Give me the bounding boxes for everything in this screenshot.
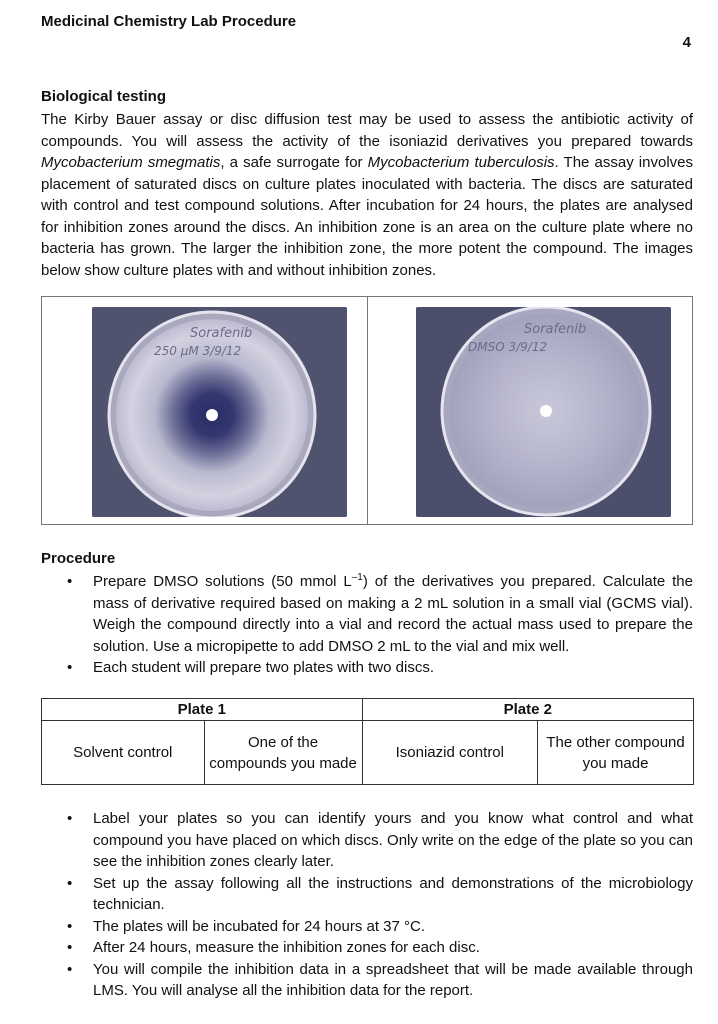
plate-label-line1: Sorafenib: [523, 322, 586, 337]
biological-testing-paragraph: The Kirby Bauer assay or disc diffusion test may be used to assess the antibiotic activity of compounds. You will assess the activity of the isoniazid derivatives you prepared towards Mycobacterium smegmatis, a safe surrogate for Mycobacterium tuberculosis. The assay involves placement of saturated discs on culture plates inoculated with bacteria. The discs are saturated with control and test compound solutions. After incubation for 24 hours, the plates are analysed for inhibition zones around the discs. An inhibition zone is an area on the culture plate where no bacteria has grown. The larger the inhibition zone, the more potent the compound. The images below show culture plates with and without inhibition zones.: [41, 111, 694, 279]
plate2-header: Plate 2: [362, 699, 693, 721]
list-item: • Prepare DMSO solutions (50 mmol $L^{-1}$) of the derivatives you prepared. Calculate the mass of derivative required based on making a 2 mL solution in a small vial (GCMS vial). Weigh the compound directly into a vial and record the actual mass used to prepare the solution. Use a micropipette to add DMSO 2 mL to the vial and mix well.: [67, 572, 693, 655]
plate1-header: Plate 1: [42, 699, 363, 721]
plate-photo-inhibition: [92, 307, 347, 517]
list-item: • After 24 hours, measure the inhibition zones for each disc.: [67, 939, 480, 956]
document-header: Medicinal Chemistry Lab Procedure: [41, 13, 297, 30]
table-cell: Isoniazid control: [362, 721, 538, 785]
plate-label-line1: Sorafenib: [190, 326, 253, 341]
procedure-list: [41, 571, 693, 679]
plate-photo-control: [416, 307, 671, 517]
plate-without-inhibition-cell: [367, 297, 693, 524]
table-cell: One of the compounds you made: [204, 721, 362, 785]
list-item: • Set up the assay following all the instructions and demonstrations of the microbiology technician.: [67, 874, 693, 913]
plate-layout-table: [41, 698, 694, 785]
list-item: • The plates will be incubated for 24 hours at 37 °C.: [67, 917, 426, 935]
list-item: • Each student will prepare two plates with two discs.: [67, 659, 434, 676]
procedure-heading: Procedure: [41, 550, 116, 567]
page-number: 4: [682, 34, 691, 51]
plate-label-line2: 250 μM 3/9/12: [154, 344, 242, 358]
list-item: • You will compile the inhibition data in a spreadsheet that will be made available through LMS. You will analyse all the inhibition data for the report.: [67, 960, 693, 999]
organism-smegmatis: Mycobacterium smegmatis: [41, 154, 221, 171]
table-cell: Solvent control: [42, 721, 205, 785]
instructions-list: [41, 808, 693, 1002]
table-cell: The other compound you made: [538, 721, 694, 785]
plate-with-inhibition-cell: [42, 297, 367, 524]
organism-tuberculosis: Mycobacterium tuberculosis: [367, 154, 555, 171]
list-item: • Label your plates so you can identify yours and you know what control and what compound you have placed on which discs. Only write on the edge of the plate so you can see the inhibition zones clearly later.: [67, 810, 693, 870]
plate-label-line2: DMSO 3/9/12: [467, 340, 547, 354]
biological-testing-heading: Biological testing: [41, 88, 167, 105]
culture-plate-figure: [41, 296, 693, 525]
